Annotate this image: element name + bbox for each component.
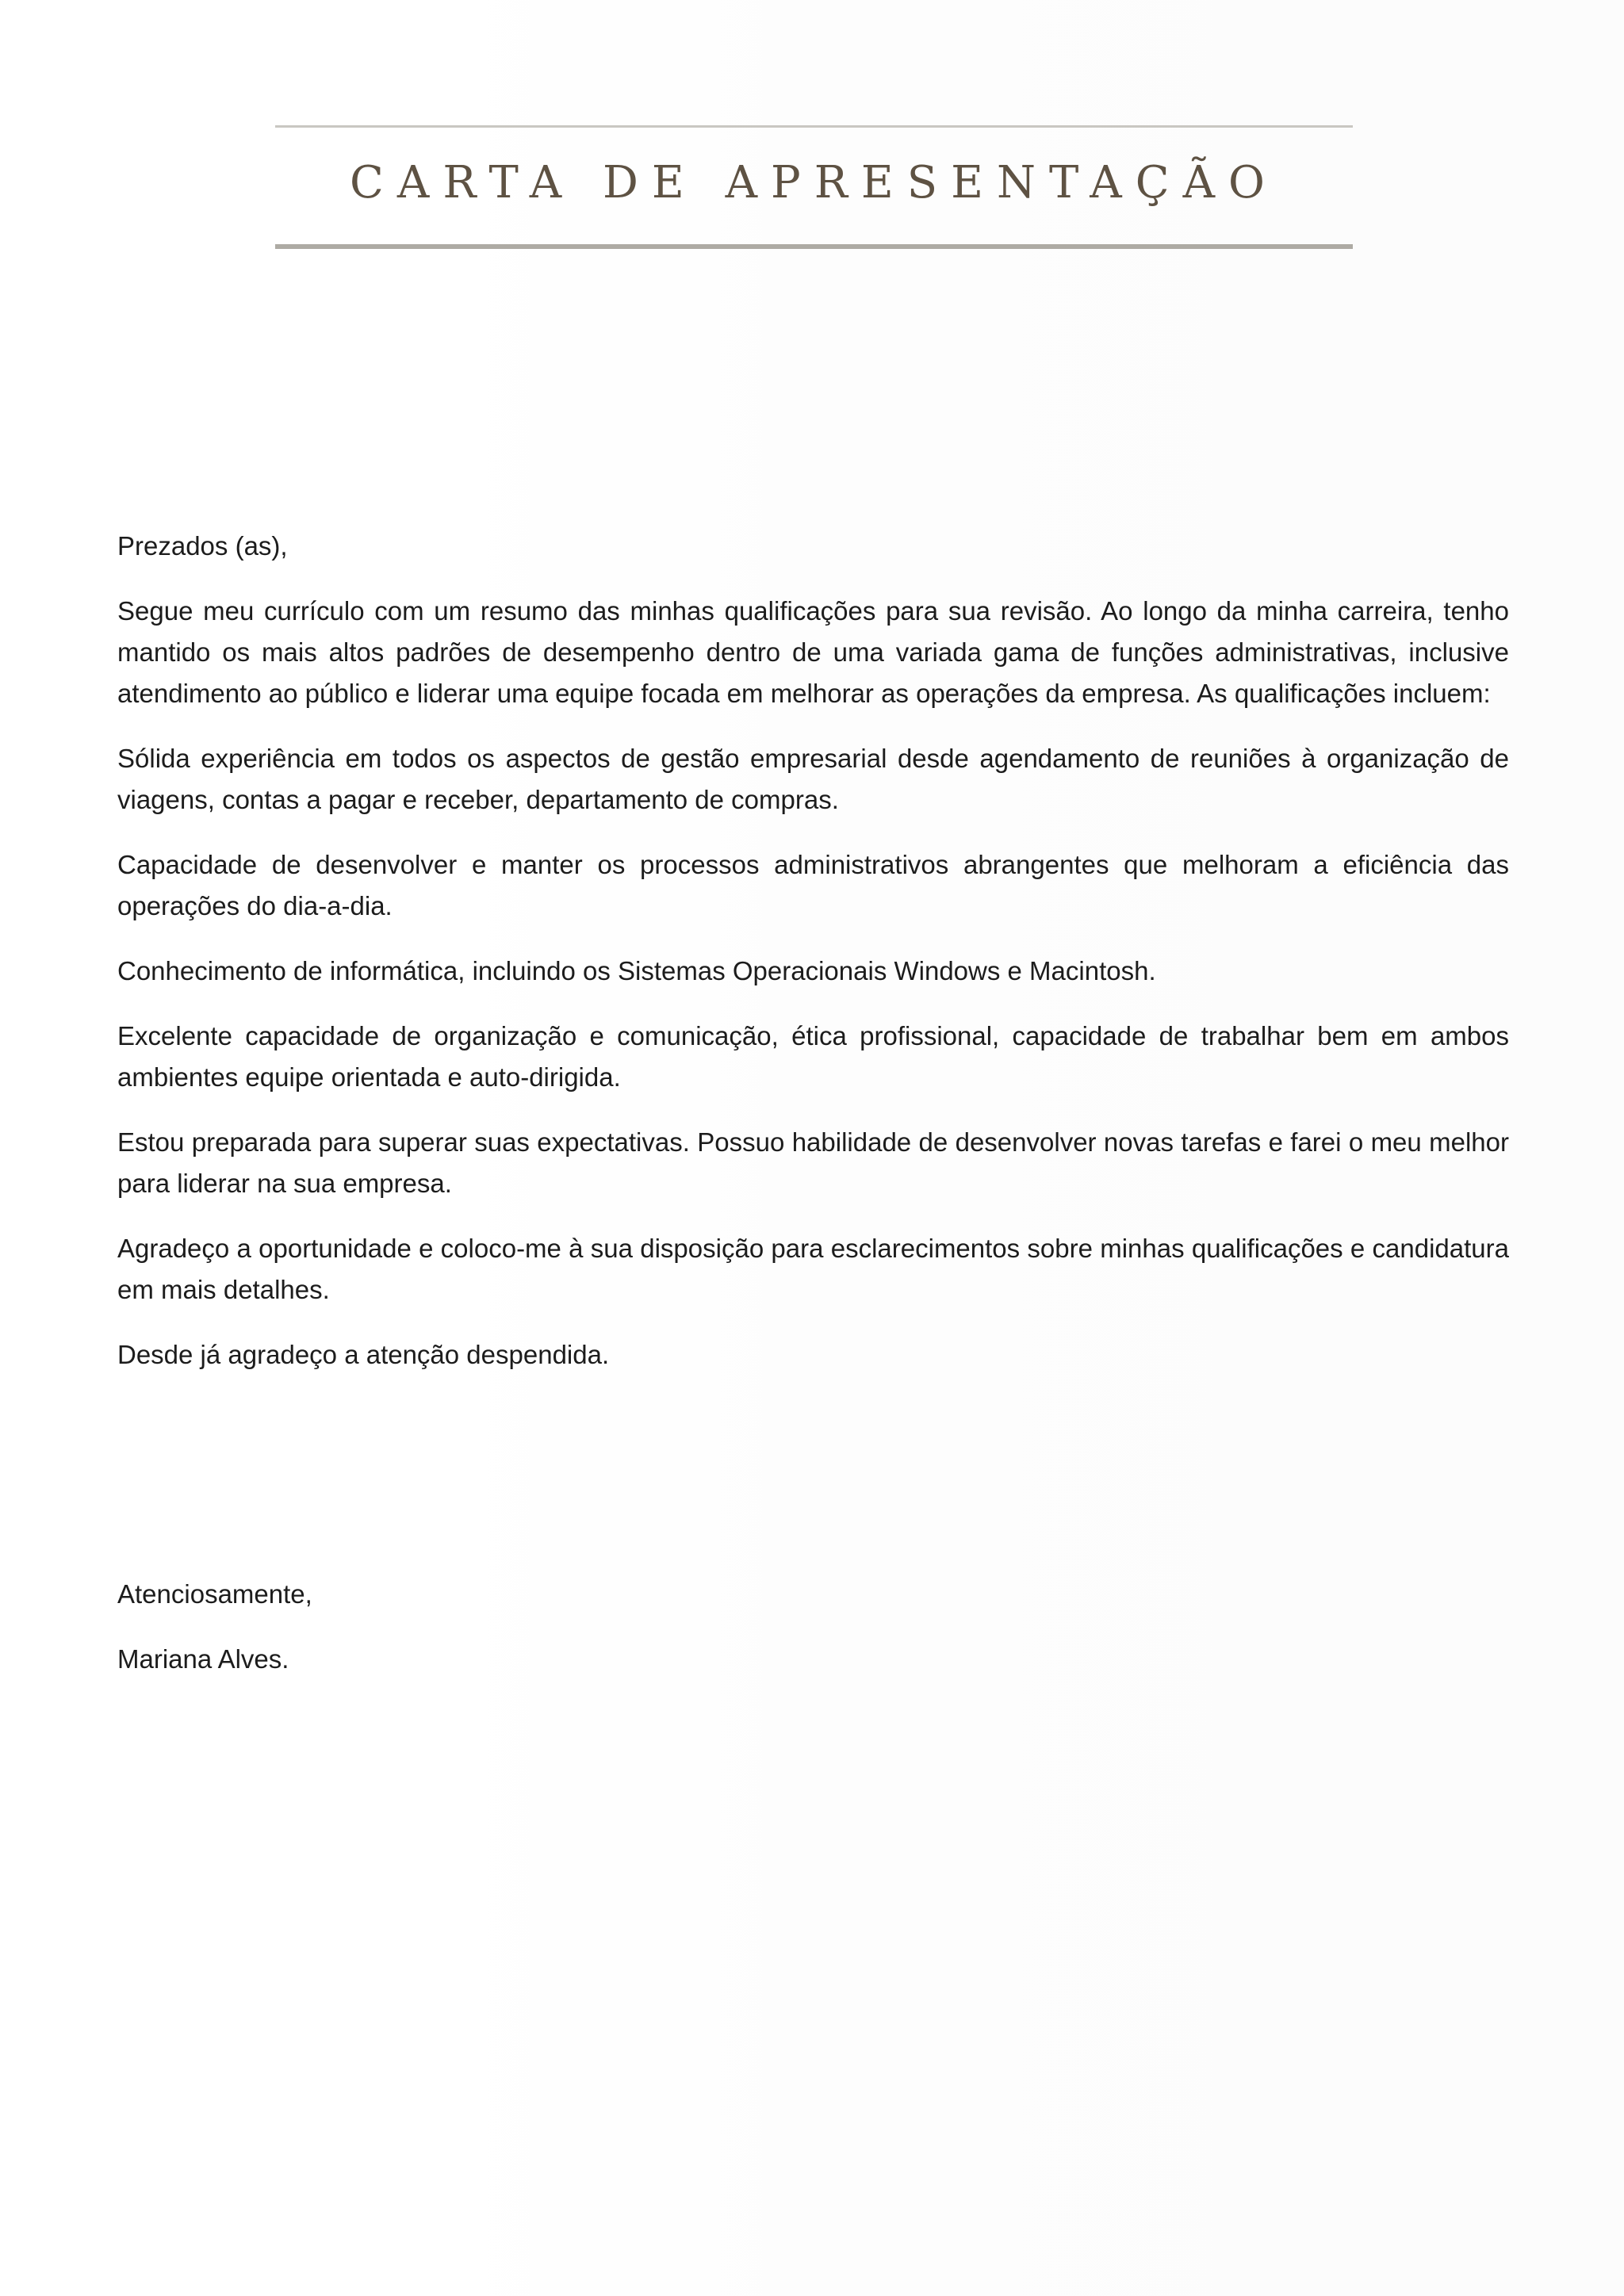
letter-closing [117, 1574, 1509, 1704]
letter-body [117, 526, 1509, 1399]
paragraph-experience: Sólida experiência em todos os aspectos de gestão empresarial desde agendamento de reuniões à organização de viagens, contas a pagar e receber, departamento de compras. [117, 744, 1509, 814]
page-title: CARTA DE APRESENTAÇÃO [350, 157, 1278, 209]
paragraph-thanks: Agradeço a oportunidade e coloco-me à sua disposição para esclarecimentos sobre minhas qualificações e candidatura em mais detalhes. [117, 1234, 1509, 1304]
paragraph-computing: Conhecimento de informática, incluindo os Sistemas Operacionais Windows e Macintosh. [117, 956, 1156, 985]
paragraph-expectations: Estou preparada para superar suas expectativas. Possuo habilidade de desenvolver novas tarefas e farei o meu melhor para liderar na sua empresa. [117, 1127, 1509, 1198]
header-bottom-rule [275, 244, 1353, 249]
paragraph-intro: Segue meu currículo com um resumo das minhas qualificações para sua revisão. Ao longo da minha carreira, tenho mantido os mais altos padrões de desempenho dentro de uma variada gama de funções administrativas, inclusive atendimento ao público e liderar uma equipe focada em melhorar as operações da empresa. As qualificações incluem: [117, 596, 1509, 708]
paragraph-processes: Capacidade de desenvolver e manter os processos administrativos abrangentes que melhoram a eficiência das operações do dia-a-dia. [117, 850, 1509, 920]
letter-header [275, 125, 1353, 249]
closing-phrase: Atenciosamente, [117, 1579, 312, 1609]
salutation: Prezados (as), [117, 531, 288, 561]
paragraph-final: Desde já agradeço a atenção despendida. [117, 1340, 610, 1369]
header-top-rule [275, 125, 1353, 128]
signature-name: Mariana Alves. [117, 1644, 289, 1674]
paragraph-organization: Excelente capacidade de organização e comunicação, ética profissional, capacidade de trabalhar bem em ambos ambientes equipe orientada e auto-dirigida. [117, 1021, 1509, 1092]
